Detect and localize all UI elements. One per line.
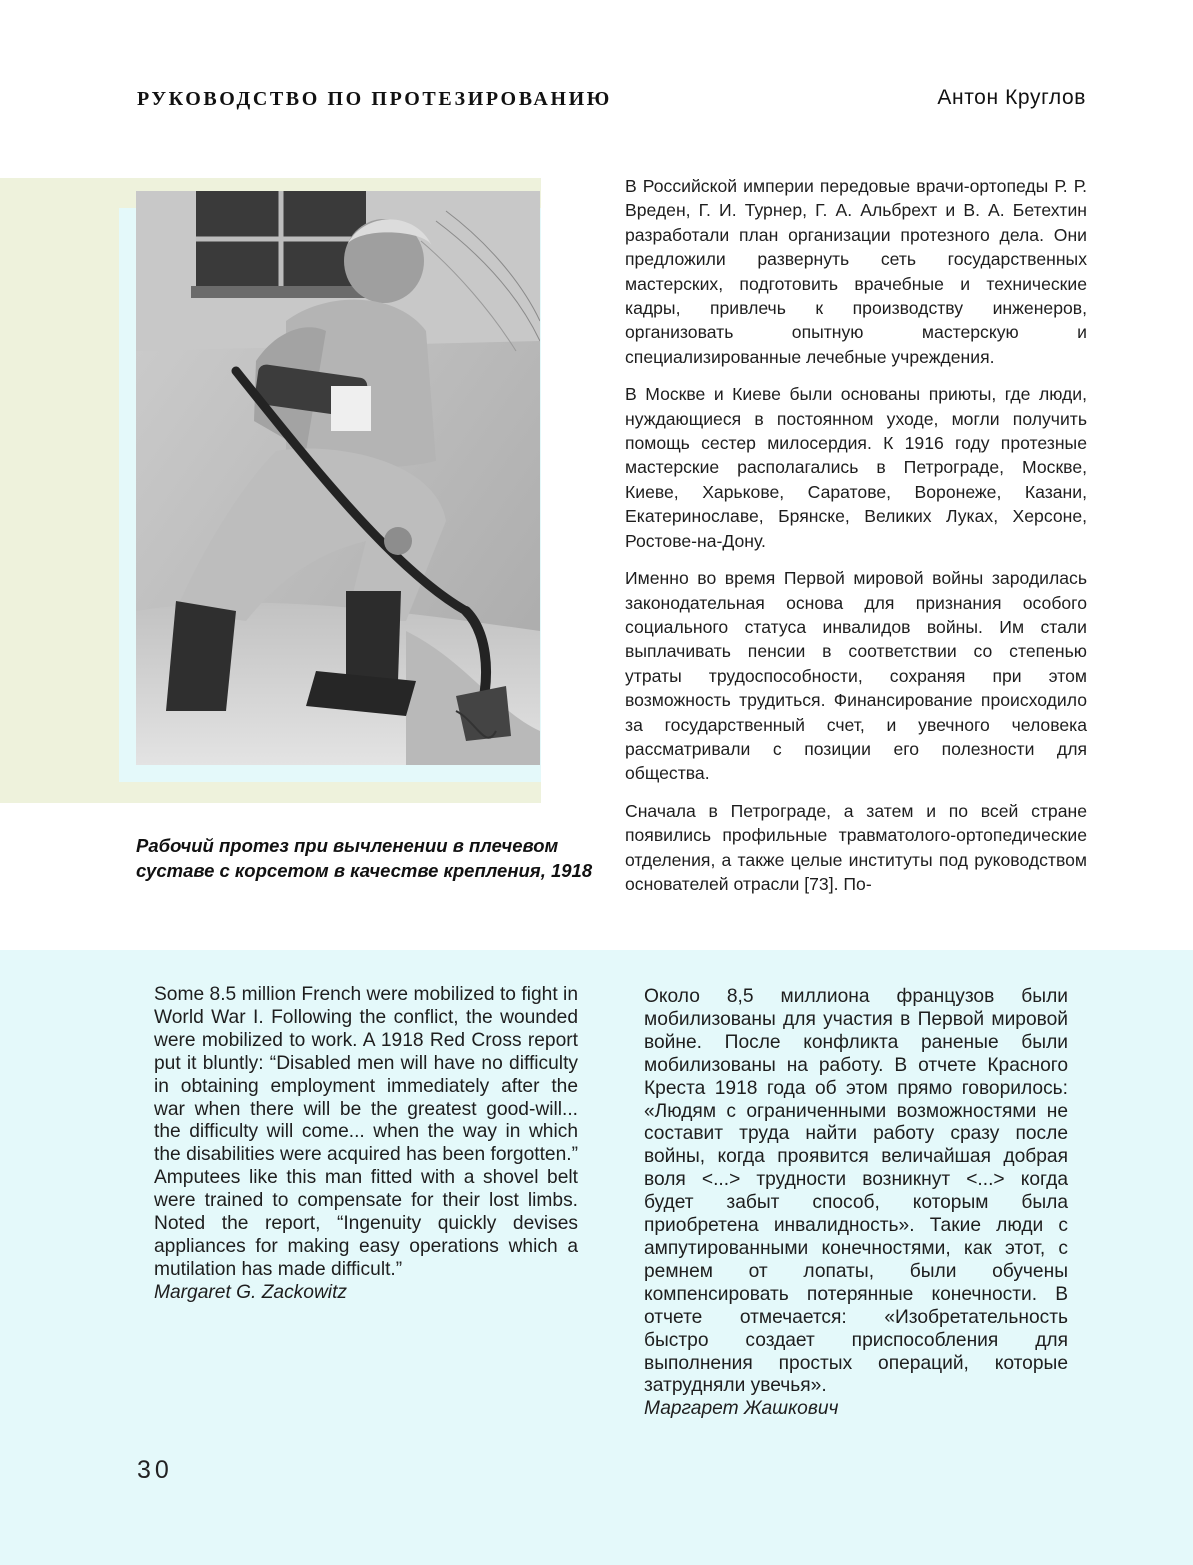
english-quote-author: Margaret G. Zackowitz bbox=[154, 1281, 347, 1303]
page-number: 30 bbox=[137, 1456, 173, 1484]
russian-quote bbox=[644, 986, 1068, 1421]
worker-with-shovel-drawing bbox=[136, 191, 540, 765]
paragraph-2: В Москве и Киеве были основаны приюты, где люди, нуждающиеся в постоянном уходе, могли получить помощь сестер милосердия. К 1916 году протезные мастерские располагались в Петрограде, Москве, Киеве, Харькове, Саратове, Воронеже, Казани, Екатеринославе, Брянске, Великих Луках, Херсоне, Ростове-на-Дону. bbox=[625, 384, 1087, 551]
russian-quote-author: Маргарет Жашкович bbox=[644, 1398, 839, 1420]
running-title: РУКОВОДСТВО ПО ПРОТЕЗИРОВАНИЮ bbox=[137, 88, 612, 110]
english-quote-text: Some 8.5 million French were mobilized to fight in World War I. Following the conflict, the wounded were mobilized to work. A 1918 Red Cross report put it bluntly: “Disabled men will have no difficulty in obtaining employment immediately after the war when there will be the greatest good-will... the difficulty will come... when the way in which the disabilities were acquired has been forgotten.” Amputees like this man fitted with a shovel belt were trained to compensate for their lost limbs. Noted the report, “Ingenuity quickly devises appliances for making easy operations which a mutilation has made difficult.” bbox=[154, 984, 578, 1280]
figure-caption: Рабочий протез при вычленении в плечевом суставе с корсетом в качестве крепления, 1918 bbox=[136, 835, 593, 881]
pencil-drawing-figure bbox=[136, 191, 540, 765]
paragraph-3: Именно во время Первой мировой войны зародилась законодательная основа для признания особого социального статуса инвалидов войны. Им стали выплачивать пенсии в соответствии со степенью утраты трудоспособности, сохраняя при этом возможность трудиться. Финансирование происходило за государственный счет, и увечного человека рассматривали с позиции его полезности для общества. bbox=[625, 568, 1087, 784]
paragraph-4: Сначала в Петрограде, а затем и по всей стране появились профильные травматолого-ортопедические отделения, а также целые институты под руководством основателей отрасли [73]. По- bbox=[625, 800, 1087, 894]
running-author: Антон Круглов bbox=[937, 86, 1086, 109]
russian-quote-text: Около 8,5 миллиона французов были мобилизованы для участия в Первой мировой войне. После конфликта раненые были мобилизованы на работу. В отчете Красного Креста 1918 года об этом прямо говорилось: «Людям с ограниченными возможностями не составит труда найти работу сразу после войны, когда проявится величайшая добрая воля <...> трудности возникнут <...> когда будет забыт способ, которым была приобретена инвалидность». Такие люди с ампутированными конечностями, как этот, с ремнем от лопаты, были обучены компенсировать потерянные конечности. В отчете отмечается: «Изобретательность быстро создает приспособления для выполнения простых операций, которые затрудняли увечья». bbox=[644, 986, 1068, 1397]
main-text-column bbox=[625, 174, 1087, 909]
english-quote bbox=[154, 984, 578, 1305]
paragraph-1: В Российской империи передовые врачи-ортопеды Р. Р. Вреден, Г. И. Турнер, Г. А. Альбрехт и В. А. Бетехтин разработали план организации протезного дела. Они предложили развернуть сеть государственных мастерских, подготовить врачебные и технические кадры, привлечь к производству инженеров, организовать опытную мастерскую и специализированные лечебные учреждения. bbox=[625, 176, 1087, 367]
